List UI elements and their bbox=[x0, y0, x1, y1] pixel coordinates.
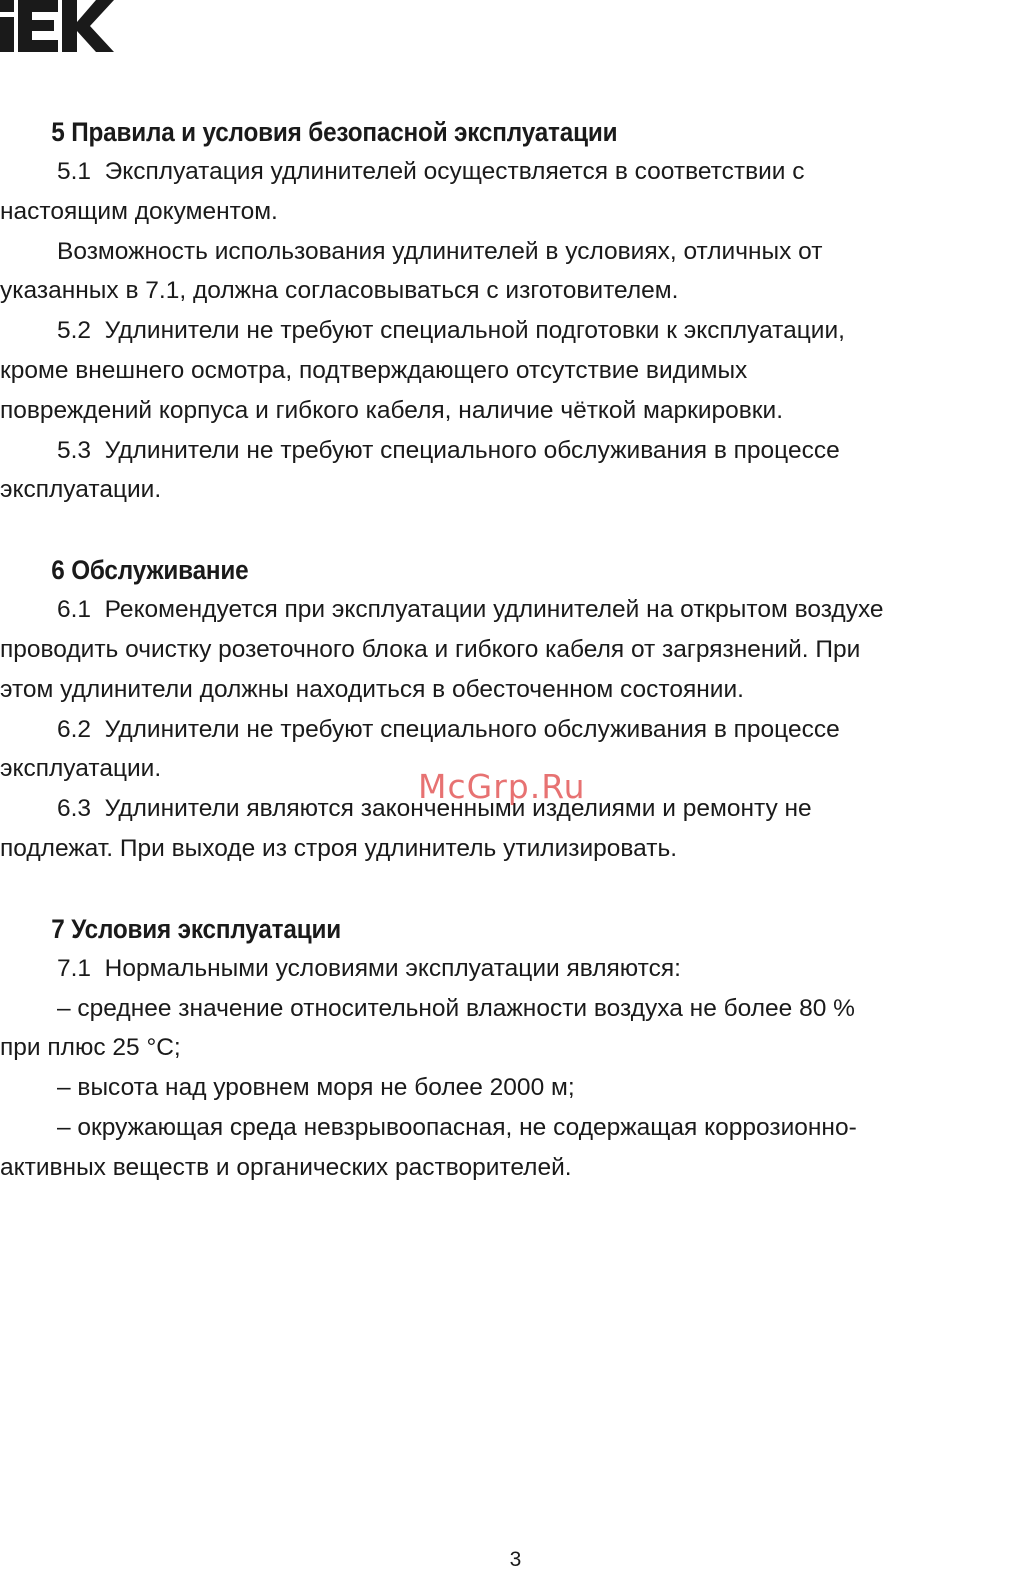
paragraph bbox=[0, 710, 1031, 790]
section bbox=[0, 112, 1031, 510]
watermark: McGrp.Ru bbox=[418, 767, 586, 806]
paragraph-line: Возможность использования удлинителей в условиях, отличных от bbox=[57, 237, 823, 265]
section bbox=[0, 909, 1031, 1188]
paragraph-line: при плюс 25 °С; bbox=[0, 1034, 181, 1062]
paragraph-line: эксплуатации. bbox=[0, 476, 162, 504]
paragraph-line: повреждений корпуса и гибкого кабеля, наличие чёткой маркировки. bbox=[0, 396, 784, 424]
paragraph-line: подлежат. При выходе из строя удлинитель утилизировать. bbox=[0, 834, 678, 862]
paragraph-line: указанных в 7.1, должна согласовываться с изготовителем. bbox=[0, 277, 679, 305]
paragraph-line: кроме внешнего осмотра, подтверждающего отсутствие видимых bbox=[0, 356, 748, 384]
paragraph bbox=[0, 232, 1031, 312]
paragraph-line: 7.1 Нормальными условиями эксплуатации являются: bbox=[57, 954, 681, 982]
paragraph bbox=[0, 590, 1031, 709]
document-body bbox=[0, 112, 1031, 1188]
paragraph-line: 6.1 Рекомендуется при эксплуатации удлинителей на открытом воздухе bbox=[57, 596, 884, 624]
paragraph-line: – окружающая среда невзрывоопасная, не содержащая коррозионно- bbox=[57, 1113, 857, 1141]
paragraph bbox=[0, 152, 1031, 232]
page-number: 3 bbox=[509, 1548, 522, 1571]
paragraph-line: – среднее значение относительной влажности воздуха не более 80 % bbox=[57, 994, 855, 1022]
paragraph bbox=[0, 949, 1031, 989]
section-heading: 6 Обслуживание bbox=[51, 555, 249, 586]
section bbox=[0, 550, 1031, 869]
section-heading: 7 Условия эксплуатации bbox=[51, 913, 341, 944]
paragraph-line: – высота над уровнем моря не более 2000 м; bbox=[57, 1074, 575, 1102]
paragraph bbox=[0, 311, 1031, 430]
iek-logo bbox=[0, 0, 116, 56]
paragraph-line: 5.3 Удлинители не требуют специального обслуживания в процессе bbox=[57, 436, 840, 464]
paragraph-line: 6.3 Удлинители являются законченными изделиями и ремонту не bbox=[57, 795, 812, 823]
paragraph-line: эксплуатации. bbox=[0, 755, 162, 783]
paragraph bbox=[0, 1068, 1031, 1108]
paragraph-line: 5.1 Эксплуатация удлинителей осуществляется в соответствии с bbox=[57, 158, 805, 185]
paragraph-line: этом удлинители должны находиться в обесточенном состоянии. bbox=[0, 675, 744, 703]
paragraph-line: активных веществ и органических растворителей. bbox=[0, 1153, 572, 1181]
section-heading: 5 Правила и условия безопасной эксплуатации bbox=[51, 117, 618, 147]
paragraph bbox=[0, 989, 1031, 1069]
paragraph-line: настоящим документом. bbox=[0, 197, 278, 225]
paragraph bbox=[0, 1108, 1031, 1188]
paragraph bbox=[0, 431, 1031, 511]
paragraph-line: 6.2 Удлинители не требуют специального обслуживания в процессе bbox=[57, 715, 840, 743]
paragraph-line: 5.2 Удлинители не требуют специальной подготовки к эксплуатации, bbox=[57, 317, 845, 345]
paragraph bbox=[0, 789, 1031, 869]
paragraph-line: проводить очистку розеточного блока и гибкого кабеля от загрязнений. При bbox=[0, 635, 861, 663]
